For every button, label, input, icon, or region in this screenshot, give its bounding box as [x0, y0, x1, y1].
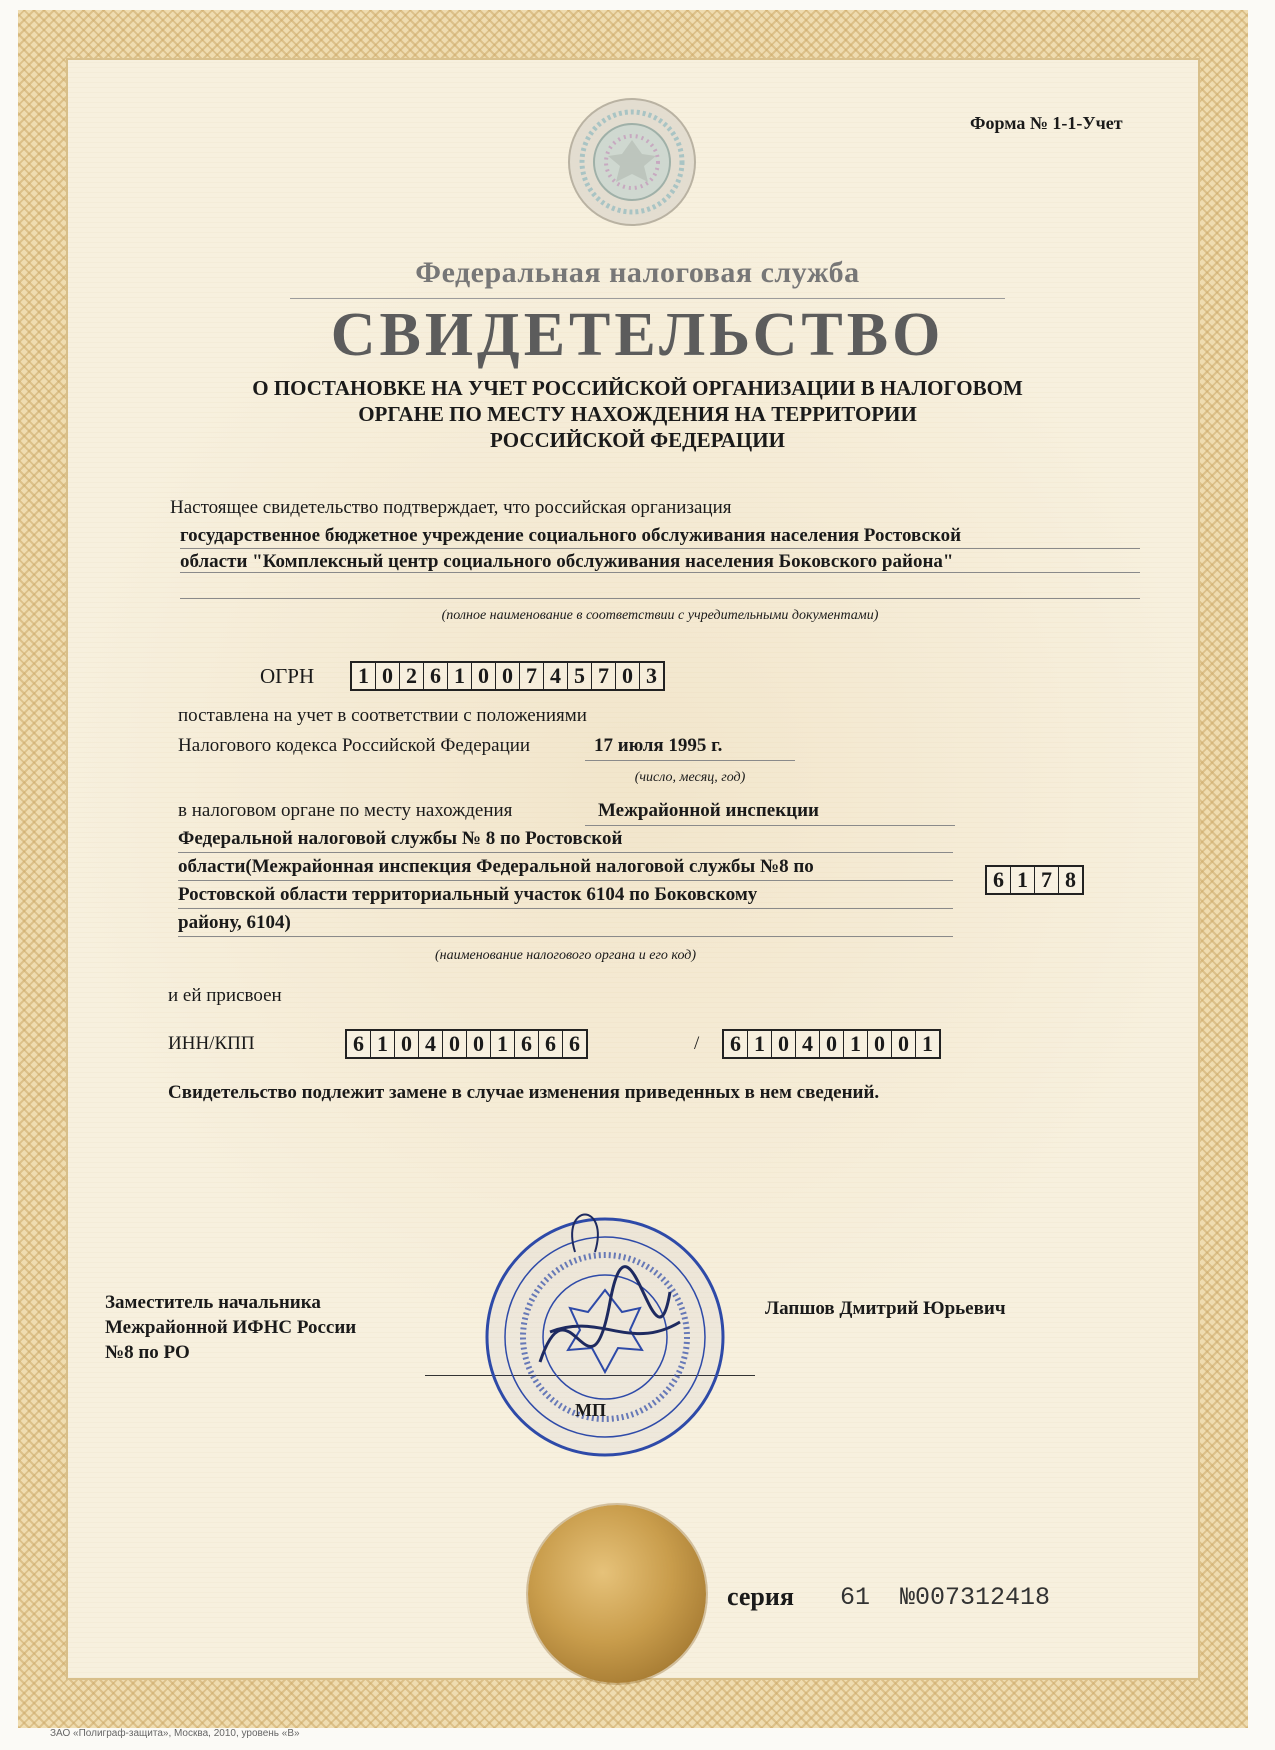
- authority-line: области(Межрайонная инспекция Федеральной налоговой службы №8 по: [178, 856, 814, 877]
- certificate-title: СВИДЕТЕЛЬСТВО: [330, 301, 945, 369]
- digit-cell: 0: [820, 1031, 844, 1057]
- tax-code-text: Налогового кодекса Российской Федерации: [178, 735, 531, 756]
- ogrn-label: ОГРН: [260, 664, 315, 688]
- authority-underline: [178, 908, 953, 909]
- digit-cell: 7: [1035, 867, 1059, 893]
- subtitle-line: ОРГАНЕ ПО МЕСТУ НАХОЖДЕНИЯ НА ТЕРРИТОРИИ: [358, 402, 917, 426]
- org-underline: [180, 598, 1140, 599]
- hologram-emblem-icon: [566, 96, 698, 228]
- signer-name: Лапшов Дмитрий Юрьевич: [765, 1298, 1006, 1319]
- inn-digits: [345, 1029, 588, 1059]
- digit-cell: 6: [569, 1031, 580, 1056]
- digit-cell: 6: [539, 1031, 563, 1057]
- digit-cell: 0: [892, 1031, 916, 1057]
- org-hint: (полное наименование в соответствии с учредительными документами): [441, 608, 879, 623]
- authority-line: Федеральной налоговой службы № 8 по Ростовской: [178, 828, 623, 849]
- org-line: государственное бюджетное учреждение социального обслуживания населения Ростовской: [180, 525, 962, 546]
- confirm-text: Настоящее свидетельство подтверждает, что российская организация: [170, 497, 732, 518]
- stamp-place-label: МП: [575, 1400, 606, 1420]
- tax-authority-intro: в налоговом органе по месту нахождения: [178, 800, 513, 821]
- registration-date: 17 июля 1995 г.: [594, 735, 723, 756]
- digit-cell: 6: [424, 663, 448, 689]
- registered-text: поставлена на учет в соответствии с положениями: [178, 705, 587, 726]
- authority-underline: [585, 825, 955, 826]
- digit-cell: 1: [352, 663, 376, 689]
- digit-cell: 0: [772, 1031, 796, 1057]
- digit-cell: 6: [724, 1031, 748, 1057]
- digit-cell: 6: [515, 1031, 539, 1057]
- authority-line: району, 6104): [178, 912, 291, 933]
- org-line: области "Комплексный центр социального обслуживания населения Боковского района": [180, 551, 954, 572]
- date-underline: [585, 760, 795, 761]
- form-number: Форма № 1-1-Учет: [970, 113, 1123, 133]
- signer-title-line: Заместитель начальника: [105, 1292, 321, 1313]
- digit-cell: 8: [1065, 867, 1076, 892]
- tax-authority-code: [985, 865, 1084, 895]
- signer-title-line: №8 по РО: [105, 1342, 190, 1363]
- digit-cell: 1: [371, 1031, 395, 1057]
- digit-cell: 1: [748, 1031, 772, 1057]
- digit-cell: 7: [592, 663, 616, 689]
- series-label: серия: [727, 1582, 794, 1611]
- serial-number: №007312418: [900, 1583, 1051, 1612]
- digit-cell: 1: [844, 1031, 868, 1057]
- authority-underline: [178, 936, 953, 937]
- org-underline: [180, 572, 1140, 573]
- certificate-subtitle: [180, 375, 1095, 453]
- digit-cell: 0: [395, 1031, 419, 1057]
- digit-cell: 1: [922, 1031, 933, 1056]
- signer-title-line: Межрайонной ИФНС России: [105, 1317, 357, 1338]
- digit-cell: 0: [443, 1031, 467, 1057]
- digit-cell: 4: [419, 1031, 443, 1057]
- tax-authority-name: [178, 825, 953, 937]
- digit-cell: 7: [520, 663, 544, 689]
- tax-authority-first: Межрайонной инспекции: [598, 800, 819, 821]
- digit-cell: 1: [491, 1031, 515, 1057]
- authority-underline: [178, 880, 953, 881]
- official-stamp-icon: [480, 1212, 730, 1462]
- digit-cell: 0: [467, 1031, 491, 1057]
- digit-cell: 4: [796, 1031, 820, 1057]
- digit-cell: 1: [1011, 867, 1035, 893]
- digit-cell: 4: [544, 663, 568, 689]
- subtitle-line: РОССИЙСКОЙ ФЕДЕРАЦИИ: [490, 428, 785, 452]
- printer-imprint: ЗАО «Полиграф-защита», Москва, 2010, уровень «В»: [50, 1728, 300, 1739]
- document-number: [840, 1583, 1050, 1612]
- digit-cell: 6: [987, 867, 1011, 893]
- divider: [290, 298, 1005, 299]
- inn-kpp-separator: /: [694, 1033, 700, 1054]
- ogrn-digits: [350, 661, 665, 691]
- digit-cell: 1: [448, 663, 472, 689]
- digit-cell: 0: [616, 663, 640, 689]
- authority-underline: [178, 852, 953, 853]
- organization-name: [180, 523, 1140, 575]
- gold-seal: [528, 1505, 706, 1683]
- assigned-text: и ей присвоен: [168, 985, 282, 1006]
- signer-title: [105, 1290, 356, 1365]
- series-value: 61: [840, 1583, 871, 1612]
- org-underline: [180, 548, 1140, 549]
- digit-cell: 0: [376, 663, 400, 689]
- digit-cell: 3: [646, 663, 657, 688]
- authority-hint: (наименование налогового органа и его код): [434, 948, 697, 963]
- replacement-notice: Свидетельство подлежит замене в случае изменения приведенных в нем сведений.: [168, 1082, 880, 1103]
- digit-cell: 0: [496, 663, 520, 689]
- authority-line: Ростовской области территориальный участок 6104 по Боковскому: [178, 884, 758, 905]
- inn-kpp-label: ИНН/КПП: [168, 1033, 255, 1054]
- kpp-digits: [722, 1029, 941, 1059]
- subtitle-line: О ПОСТАНОВКЕ НА УЧЕТ РОССИЙСКОЙ ОРГАНИЗАЦИИ В НАЛОГОВОМ: [252, 376, 1023, 400]
- digit-cell: 0: [868, 1031, 892, 1057]
- digit-cell: 6: [347, 1031, 371, 1057]
- agency-title: Федеральная налоговая служба: [415, 256, 860, 289]
- digit-cell: 2: [400, 663, 424, 689]
- digit-cell: 5: [568, 663, 592, 689]
- digit-cell: 0: [472, 663, 496, 689]
- date-hint: (число, месяц, год): [634, 770, 746, 785]
